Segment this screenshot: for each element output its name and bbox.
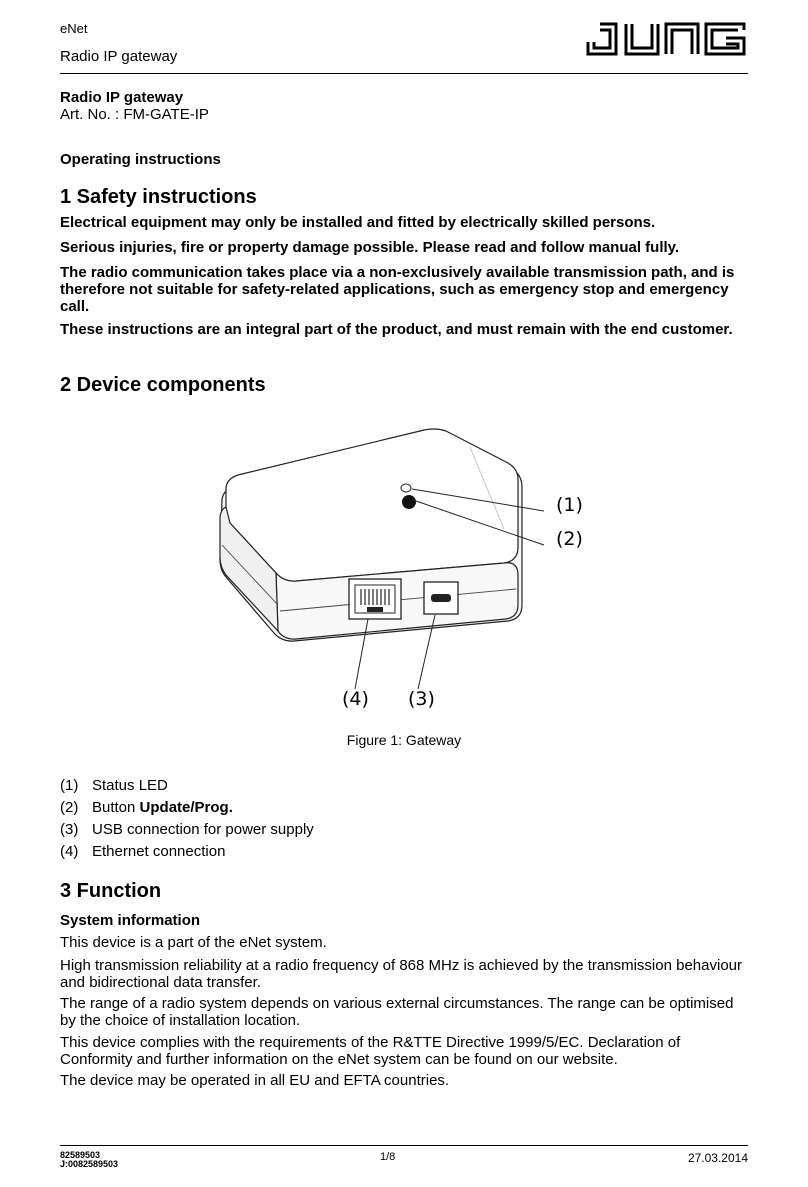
list-item-number: (4) xyxy=(60,843,79,860)
function-paragraph: This device is a part of the eNet system. xyxy=(60,934,327,951)
list-item-text: USB connection for power supply xyxy=(92,821,314,838)
list-item-text: Ethernet connection xyxy=(92,843,226,860)
list-item-text: Status LED xyxy=(92,777,168,794)
footer-date: 27.03.2014 xyxy=(687,1151,748,1165)
gateway-figure xyxy=(212,427,652,717)
list-item-number: (2) xyxy=(60,799,79,816)
header-doc-title: Radio IP gateway xyxy=(60,48,178,65)
function-paragraph: The device may be operated in all EU and EFTA countries. xyxy=(60,1072,450,1089)
ethernet-port xyxy=(349,579,401,619)
update-prog-button xyxy=(402,495,416,509)
product-line: eNet xyxy=(60,21,88,36)
header-rule xyxy=(60,73,748,74)
figure-label-2: (2) xyxy=(556,528,583,550)
list-item-number: (1) xyxy=(60,777,79,794)
product-name: Radio IP gateway xyxy=(60,89,184,106)
footer-rule xyxy=(60,1145,748,1146)
article-number: Art. No. : FM-GATE-IP xyxy=(60,106,209,123)
usb-port xyxy=(424,582,458,614)
function-paragraph: This device complies with the requirements of the R&TTE Directive 1999/5/EC. Declaration of Conformity and further information on the eNet system can be found on our website. xyxy=(60,1034,681,1068)
page-number: 1/8 xyxy=(380,1151,396,1163)
figure-label-4: (4) xyxy=(342,688,369,710)
section-heading-components: 2 Device components xyxy=(60,374,266,396)
safety-paragraph: Serious injuries, fire or property damage possible. Please read and follow manual fully. xyxy=(60,239,680,256)
housing-top xyxy=(226,429,518,581)
doc-type: Operating instructions xyxy=(60,151,221,168)
footer-code-secondary: J:0082589503 xyxy=(60,1159,119,1169)
footer-code: 82589503 xyxy=(60,1150,101,1160)
list-item-number: (3) xyxy=(60,821,79,838)
safety-paragraph: These instructions are an integral part of the product, and must remain with the end customer. xyxy=(60,321,733,338)
function-paragraph: The range of a radio system depends on various external circumstances. The range can be optimised by the choice of installation location. xyxy=(60,995,734,1029)
safety-paragraph: Electrical equipment may only be installed and fitted by electrically skilled persons. xyxy=(60,214,656,231)
subheading-system-info: System information xyxy=(60,912,201,929)
figure-label-1: (1) xyxy=(556,494,583,516)
list-item-text: Button Update/Prog. xyxy=(92,799,233,816)
section-heading-safety: 1 Safety instructions xyxy=(60,186,257,208)
function-paragraph: High transmission reliability at a radio frequency of 868 MHz is achieved by the transmission behaviour and bidirectional data transfer. xyxy=(60,957,742,991)
status-led xyxy=(401,484,411,492)
section-heading-function: 3 Function xyxy=(60,880,162,902)
figure-caption: Figure 1: Gateway xyxy=(346,732,462,748)
safety-paragraph: The radio communication takes place via a non-exclusively available transmission path, and is therefore not suitable for safety-related applications, such as emergency stop and emergency call. xyxy=(60,264,735,315)
jung-logo xyxy=(586,20,748,58)
figure-label-3: (3) xyxy=(408,688,435,710)
